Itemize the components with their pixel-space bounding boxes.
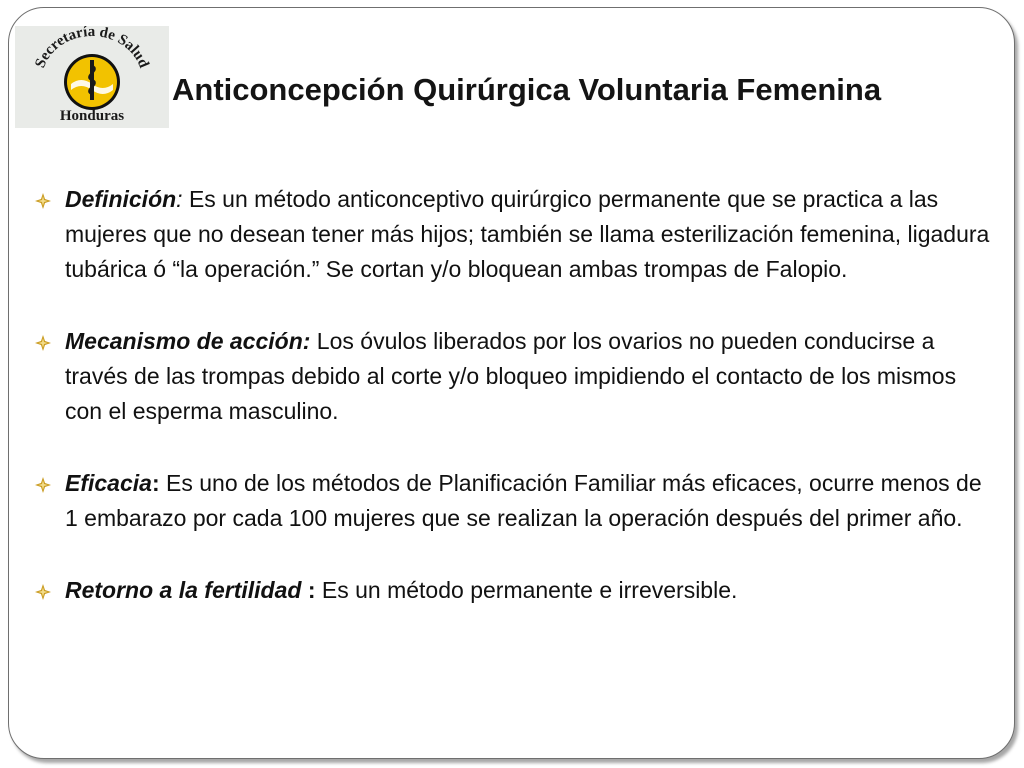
secretaria-de-salud-logo bbox=[15, 26, 169, 128]
bullet-text: Es uno de los métodos de Planificación Familiar más eficaces, ocurre menos de 1 embarazo por cada 100 mujeres que se realizan la operación después del primer año. bbox=[65, 470, 982, 531]
bullet-separator: : bbox=[151, 470, 160, 496]
bullet-term: Definición bbox=[65, 186, 177, 212]
bullet-term: Retorno a la fertilidad bbox=[65, 577, 302, 603]
logo-top-text: Secretaría de Salud bbox=[32, 26, 152, 71]
slide-title: Anticoncepción Quirúrgica Voluntaria Femenina bbox=[172, 72, 882, 107]
bullet-text: Los óvulos liberados por los ovarios no pueden conducirse a través de las trompas debido al corte y/o bloqueo impidiendo el contacto de los mismos con el esperma masculino. bbox=[65, 328, 957, 424]
diamond-bullet-icon bbox=[35, 477, 51, 493]
diamond-bullet-icon bbox=[35, 335, 51, 351]
diamond-bullet-icon bbox=[35, 193, 51, 209]
bullet-text: Es un método anticonceptivo quirúrgico permanente que se practica a las mujeres que no desean tener más hijos; también se llama esterilización femenina, ligadura tubárica ó “la operación.” Se cortan y/o bloquean ambas trompas de Falopio. bbox=[65, 186, 990, 282]
logo-emblem-icon bbox=[15, 26, 169, 128]
bullet-list bbox=[35, 182, 990, 608]
logo-bottom-text: Honduras bbox=[59, 108, 125, 124]
bullet-eficacia bbox=[35, 466, 990, 536]
bullet-text: Es un método permanente e irreversible. bbox=[315, 577, 738, 603]
bullet-retorno bbox=[35, 573, 990, 608]
bullet-separator: : bbox=[301, 577, 316, 603]
bullet-term: Mecanismo de acción: bbox=[65, 328, 311, 354]
bullet-mecanismo bbox=[35, 324, 990, 429]
diamond-bullet-icon bbox=[35, 584, 51, 600]
bullet-separator: : bbox=[176, 186, 183, 212]
bullet-definicion bbox=[35, 182, 990, 287]
bullet-term: Eficacia bbox=[65, 470, 152, 496]
